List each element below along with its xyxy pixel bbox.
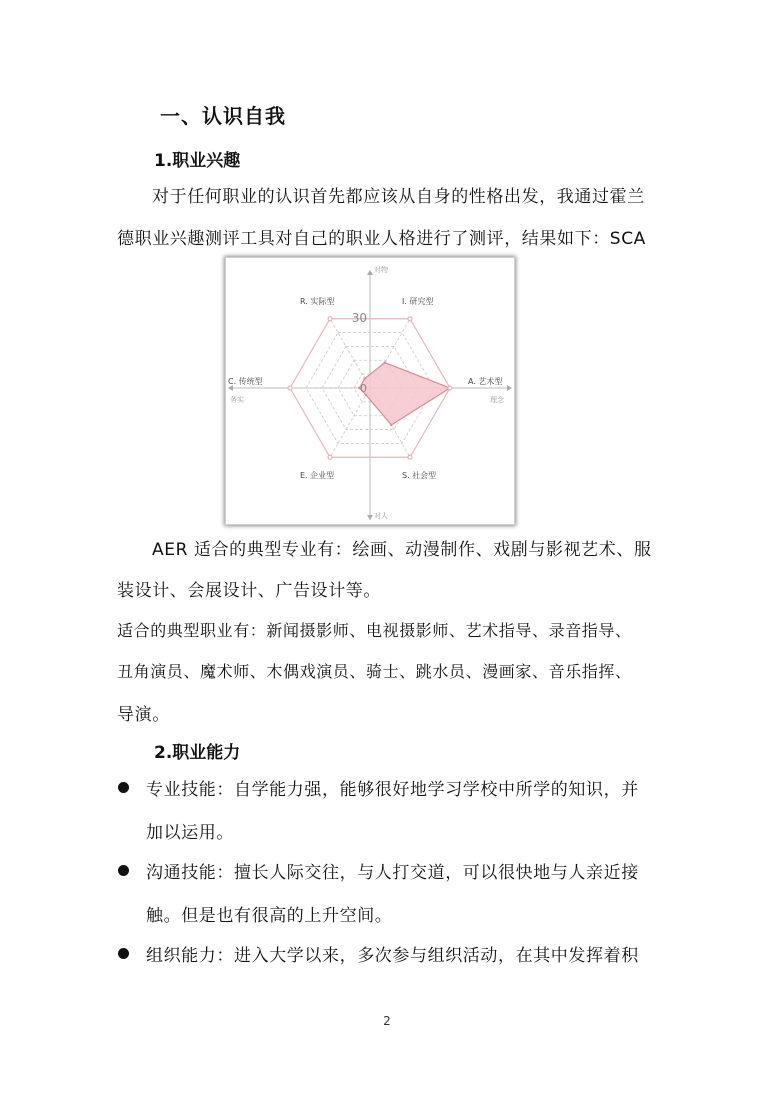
- radar-spoke: [330, 388, 370, 457]
- tick-label-min: 0: [360, 382, 367, 395]
- paragraph-line: 德职业兴趣测评工具对自己的职业人格进行了测评，结果如下：SCA: [117, 229, 646, 249]
- paragraph-line: AER 适合的典型专业有：绘画、动漫制作、戏剧与影视艺术、服: [152, 540, 652, 560]
- radar-vertex-dot: [288, 386, 292, 390]
- bullet-icon: [118, 782, 129, 793]
- radar-axis-label: C. 传统型: [228, 377, 263, 386]
- arrow-down-icon: [367, 515, 373, 520]
- section-1-title: 1.职业兴趣: [154, 151, 241, 171]
- radar-axis-label: A. 艺术型: [468, 377, 503, 386]
- radar-data-point: [383, 361, 385, 363]
- radar-axis-label: R. 实际型: [300, 297, 335, 306]
- radar-vertex-dot: [328, 455, 332, 459]
- radar-data-point: [390, 424, 392, 426]
- paragraph-line: 对于任何职业的认识首先都应该从自身的性格出发，我通过霍兰: [152, 187, 645, 207]
- radar-vertex-dot: [448, 386, 452, 390]
- bullet-line: 专业技能：自学能力强，能够很好地学习学校中所学的知识，并: [146, 780, 639, 800]
- paragraph-line: 导演。: [117, 705, 170, 725]
- axis-annotation-bottom: 对人: [374, 512, 388, 520]
- radar-vertex-dot: [328, 317, 332, 321]
- radar-axis-label: I. 研究型: [402, 297, 434, 306]
- tick-label-max: 30: [351, 311, 367, 325]
- radar-axis-label: E. 企业型: [300, 471, 335, 480]
- arrow-right-icon: [507, 385, 512, 391]
- radar-vertex-dot: [408, 455, 412, 459]
- axis-annotation-top: 对物: [374, 266, 388, 274]
- radar-spoke: [330, 319, 370, 388]
- section-2-title: 2.职业能力: [154, 743, 241, 763]
- radar-axis-label: S. 社会型: [402, 471, 437, 480]
- bullet-icon: [118, 948, 129, 959]
- paragraph-line: 适合的典型职业有：新闻摄影师、电视摄影师、艺术指导、录音指导、: [117, 621, 632, 640]
- axis-annotation-left: 务实: [230, 396, 244, 404]
- bullet-line: 触。但是也有很高的上升空间。: [146, 906, 393, 926]
- bullet-icon: [118, 865, 129, 876]
- bullet-line: 沟通技能：擅长人际交往，与人打交道，可以很快地与人亲近接: [146, 863, 639, 883]
- page-number: 2: [383, 1014, 391, 1028]
- heading-1: 一、认识自我: [160, 104, 286, 128]
- axis-annotation-right: 理念: [490, 396, 504, 404]
- radar-data-area: [359, 363, 450, 425]
- radar-vertex-dot: [408, 317, 412, 321]
- arrow-up-icon: [367, 270, 373, 275]
- paragraph-line: 装设计、会展设计、广告设计等。: [117, 581, 381, 601]
- bullet-line: 加以运用。: [146, 823, 234, 843]
- bullet-line: 组织能力：进入大学以来，多次参与组织活动，在其中发挥着积: [146, 946, 639, 966]
- holland-radar-chart: [226, 258, 514, 524]
- paragraph-line: 丑角演员、魔术师、木偶戏演员、骑士、跳水员、漫画家、音乐指挥、: [117, 662, 632, 681]
- radar-svg: [226, 258, 514, 524]
- radar-data-point: [363, 378, 365, 380]
